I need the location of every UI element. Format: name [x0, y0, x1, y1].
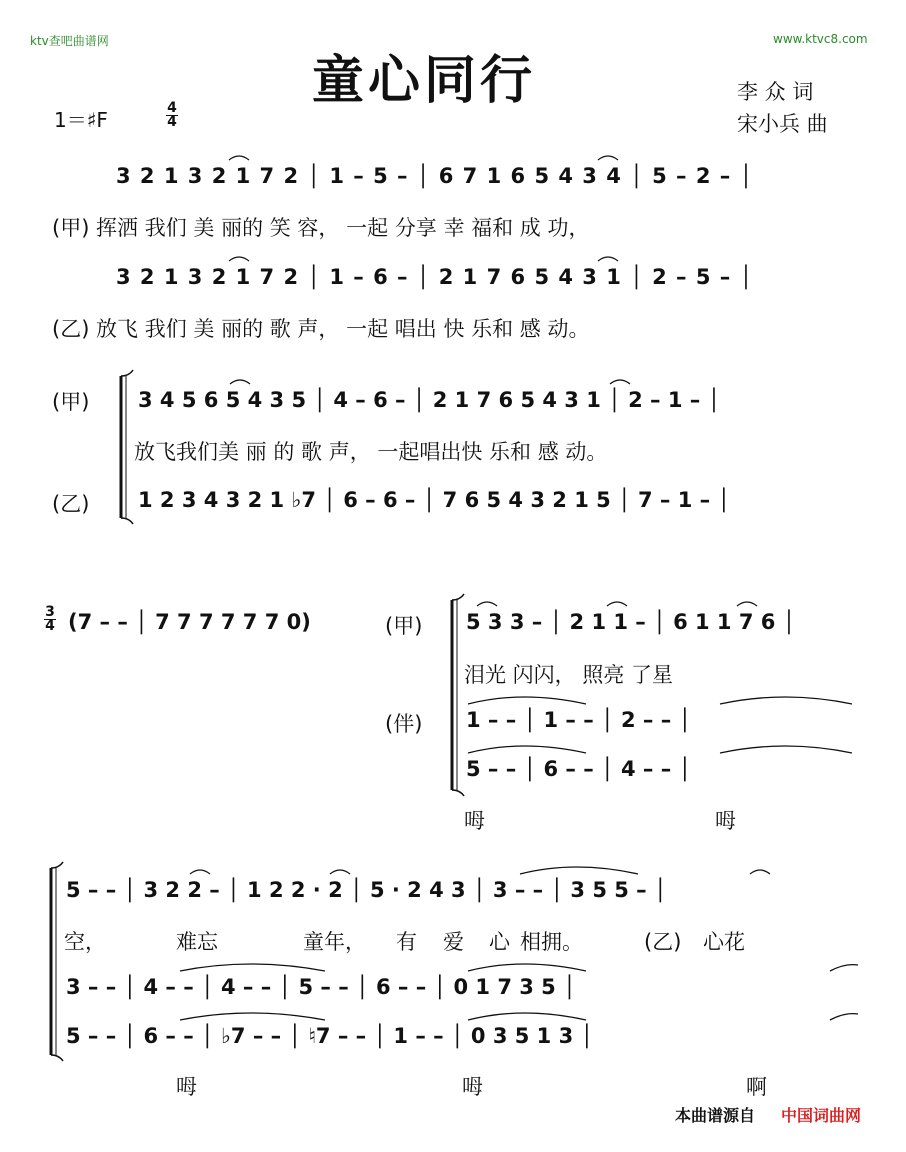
sys4-lyric-8: (乙)	[644, 930, 682, 954]
sys3-lyrics-a: 泪光 闪闪， 照亮 了星	[464, 663, 674, 687]
sys4-hum-1: 呣	[176, 1075, 197, 1099]
song-title: 童心同行	[312, 51, 537, 111]
sys4-lyric-9: 心花	[703, 930, 745, 954]
sys4-notes-a: 5 – – │ 3 2 2 – │ 1 2 2 · 2 │ 5 · 2 4 3 │ 3 – – │ 3 5 5 – │	[66, 878, 667, 902]
sys3-label-acc: (伴)	[385, 712, 423, 736]
time-signature-denominator: 4	[167, 114, 177, 130]
sys3-acc2: 5 – – │ 6 – – │ 4 – – │	[466, 757, 692, 781]
sys4-lyric-3: 童年，	[303, 930, 366, 954]
site-left-label[interactable]: ktv查吧曲谱网	[30, 34, 109, 48]
sys3-acc1: 1 – – │ 1 – – │ 2 – – │	[466, 708, 692, 732]
sys4-lyric-6: 心	[489, 930, 510, 954]
sys2-notes-b: 1 2 3 4 3 2 1 ♭7 │ 6 – 6 – │ 7 6 5 4 3 2 1 5 │ 7 – 1 – │	[138, 488, 731, 512]
sys3-notes-a: 5 3 3 – │ 2 1 1 – │ 6 1 1 7 6 │	[466, 610, 796, 634]
sys4-hum-3: 啊	[746, 1075, 767, 1099]
composer-credit: 宋小兵 曲	[737, 112, 828, 136]
sys2-label-b: (乙)	[52, 492, 90, 516]
source-site-link[interactable]: 中国词曲网	[781, 1106, 862, 1125]
sys4-lyric-2: 难忘	[176, 930, 218, 954]
sys1-lyrics-a: (甲) 挥洒 我们 美 丽的 笑 容， 一起 分享 幸 福和 成 功，	[52, 216, 590, 240]
sys2-label-a: (甲)	[52, 390, 90, 414]
sys1-notes-b: 3 2 1 3 2 1 7 2 │ 1 – 6 – │ 2 1 7 6 5 4 3 1 │ 2 – 5 – │	[116, 265, 754, 289]
sys4-lyric-4: 有	[396, 930, 417, 954]
sys4-acc2: 5 – – │ 6 – – │ ♭7 – – │ ♮7 – – │ 1 – – │ 0 3 5 1 3 │	[66, 1024, 594, 1048]
sys2-notes-a: 3 4 5 6 5 4 3 5 │ 4 – 6 – │ 2 1 7 6 5 4 3 1 │ 2 – 1 – │	[138, 388, 721, 412]
sys4-hum-2: 呣	[462, 1075, 483, 1099]
sys4-lyric-1: 空，	[64, 930, 106, 954]
sys2-lyrics: 放飞我们美 丽 的 歌 声， 一起唱出快 乐和 感 动。	[134, 440, 608, 464]
sys3-time-signature-numerator: 3	[45, 604, 55, 620]
sys3-hum-2: 呣	[715, 809, 736, 833]
sys1-notes-a: 3 2 1 3 2 1 7 2 │ 1 – 5 – │ 6 7 1 6 5 4 3 4 │ 5 – 2 – │	[116, 164, 754, 188]
sys1-lyrics-b: (乙) 放飞 我们 美 丽的 歌 声， 一起 唱出 快 乐和 感 动。	[52, 317, 590, 341]
key-signature: 1＝♯F	[54, 108, 108, 132]
sys3-intro: (7 – – │ 7 7 7 7 7 7 0)	[68, 610, 311, 634]
source-label: 本曲谱源自	[675, 1106, 756, 1125]
time-signature-numerator: 4	[167, 100, 177, 116]
sys4-lyric-7: 相拥。	[520, 930, 583, 954]
sys3-time-signature-denominator: 4	[45, 618, 55, 634]
lyricist-credit: 李 众 词	[737, 80, 814, 104]
site-right-url[interactable]: www.ktvc8.com	[773, 32, 868, 46]
sys4-lyric-5: 爱	[443, 930, 464, 954]
sys3-hum-1: 呣	[464, 809, 485, 833]
sys4-acc1: 3 – – │ 4 – – │ 4 – – │ 5 – – │ 6 – – │ 0 1 7 3 5 │	[66, 975, 576, 999]
sys3-label-a: (甲)	[385, 614, 423, 638]
